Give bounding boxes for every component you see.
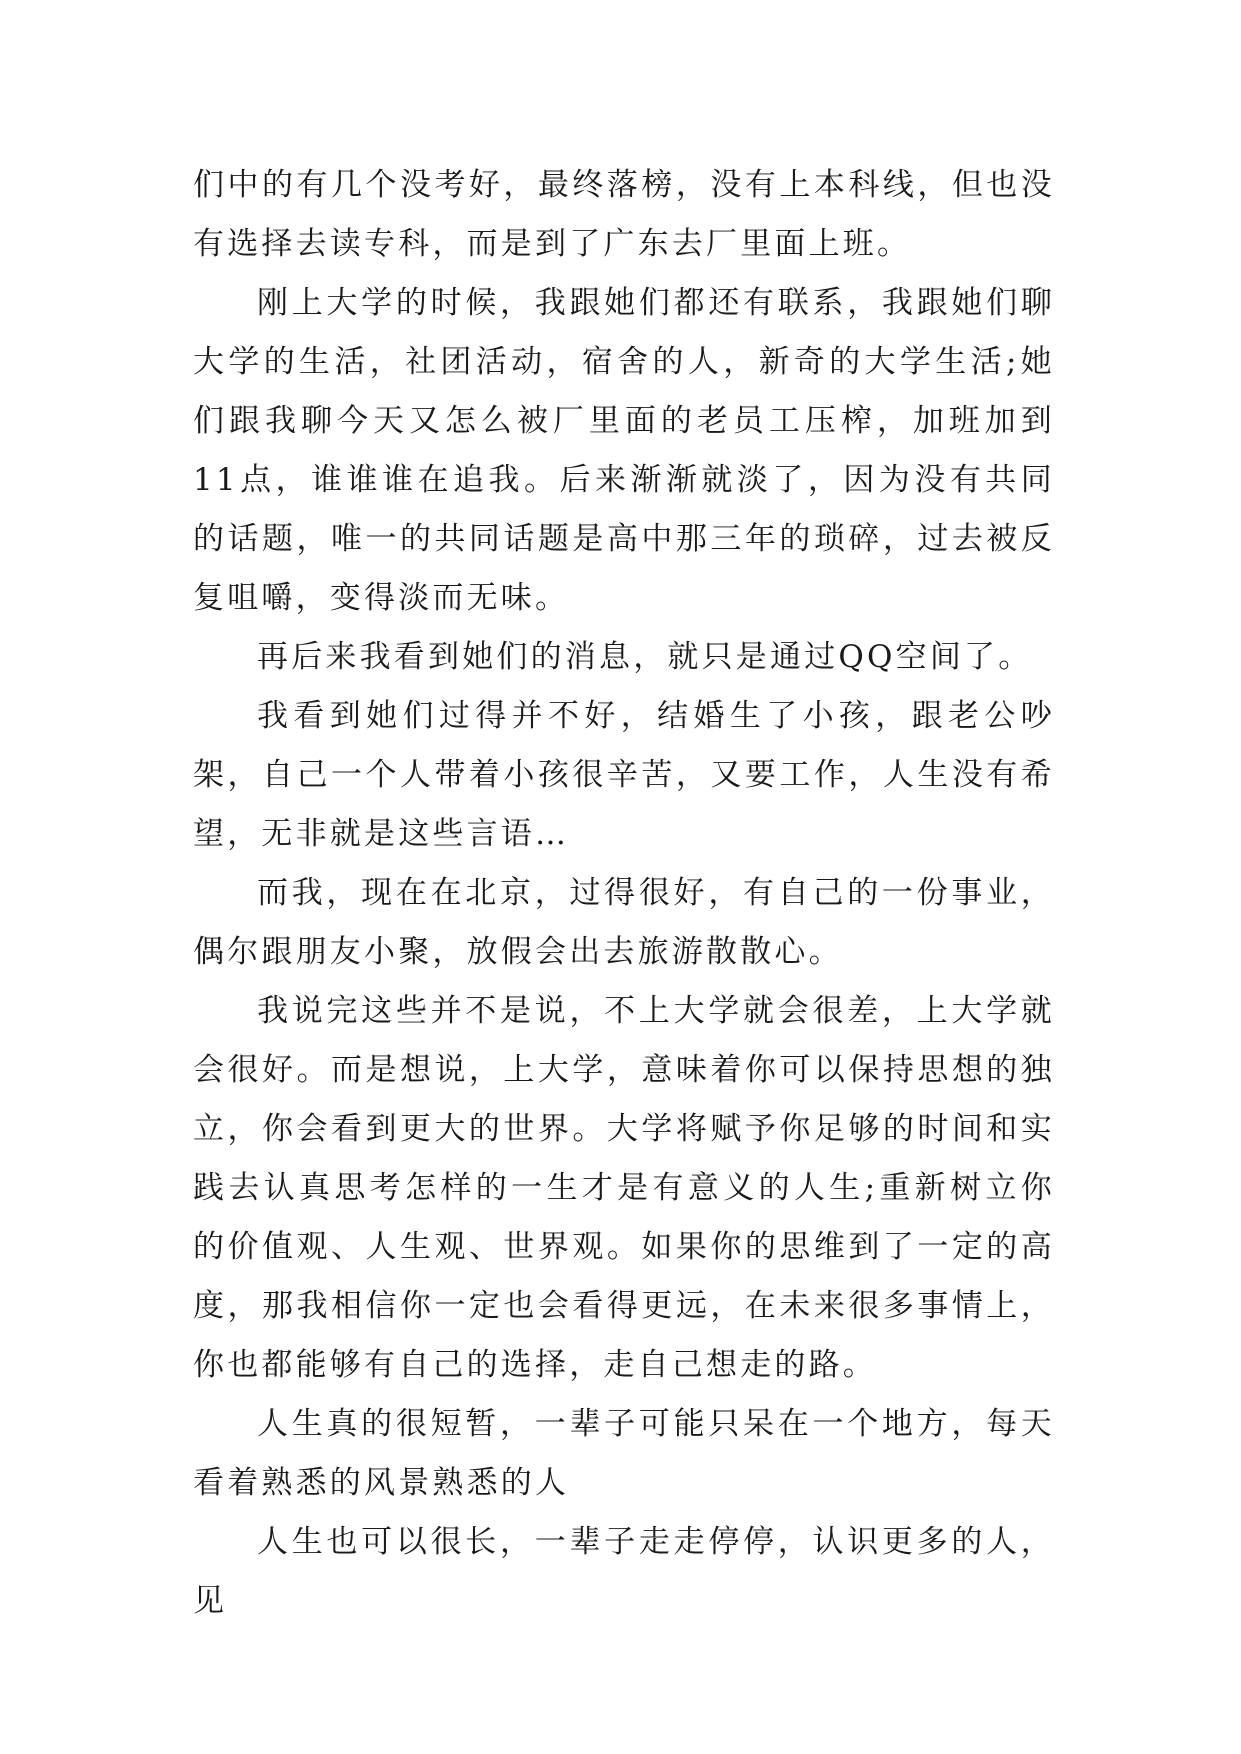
paragraph: 刚上大学的时候，我跟她们都还有联系，我跟她们聊大学的生活，社团活动，宿舍的人，新奇的大学生活;她们跟我聊今天又怎么被厂里面的老员工压榨，加班加到11点，谁谁谁在追我。后来渐渐就淡了，因为没有共同的话题，唯一的共同话题是高中那三年的琐碎，过去被反复咀嚼，变得淡而无味。: [193, 285, 1055, 616]
paragraph: 人生也可以很长，一辈子走走停停，认识更多的人，见: [193, 1524, 1055, 1619]
body-text: [193, 156, 1055, 1631]
paragraph-continuation: 们中的有几个没考好，最终落榜，没有上本科线，但也没有选择去读专科，而是到了广东去厂里面上班。: [193, 167, 1055, 262]
paragraph: 我看到她们过得并不好，结婚生了小孩，跟老公吵架，自己一个人带着小孩很辛苦，又要工作，人生没有希望，无非就是这些言语…: [193, 698, 1055, 852]
paragraph: 人生真的很短暂，一辈子可能只呆在一个地方，每天看着熟悉的风景熟悉的人: [193, 1406, 1055, 1501]
paragraph: 而我，现在在北京，过得很好，有自己的一份事业，偶尔跟朋友小聚，放假会出去旅游散散心。: [193, 875, 1055, 970]
paragraph: 我说完这些并不是说，不上大学就会很差，上大学就会很好。而是想说，上大学，意味着你可以保持思想的独立，你会看到更大的世界。大学将赋予你足够的时间和实践去认真思考怎样的一生才是有意义的人生;重新树立你的价值观、人生观、世界观。如果你的思维到了一定的高度，那我相信你一定也会看得更远，在未来很多事情上，你也都能够有自己的选择，走自己想走的路。: [193, 993, 1055, 1383]
paragraph: 再后来我看到她们的消息，就只是通过QQ空间了。: [257, 639, 1033, 675]
